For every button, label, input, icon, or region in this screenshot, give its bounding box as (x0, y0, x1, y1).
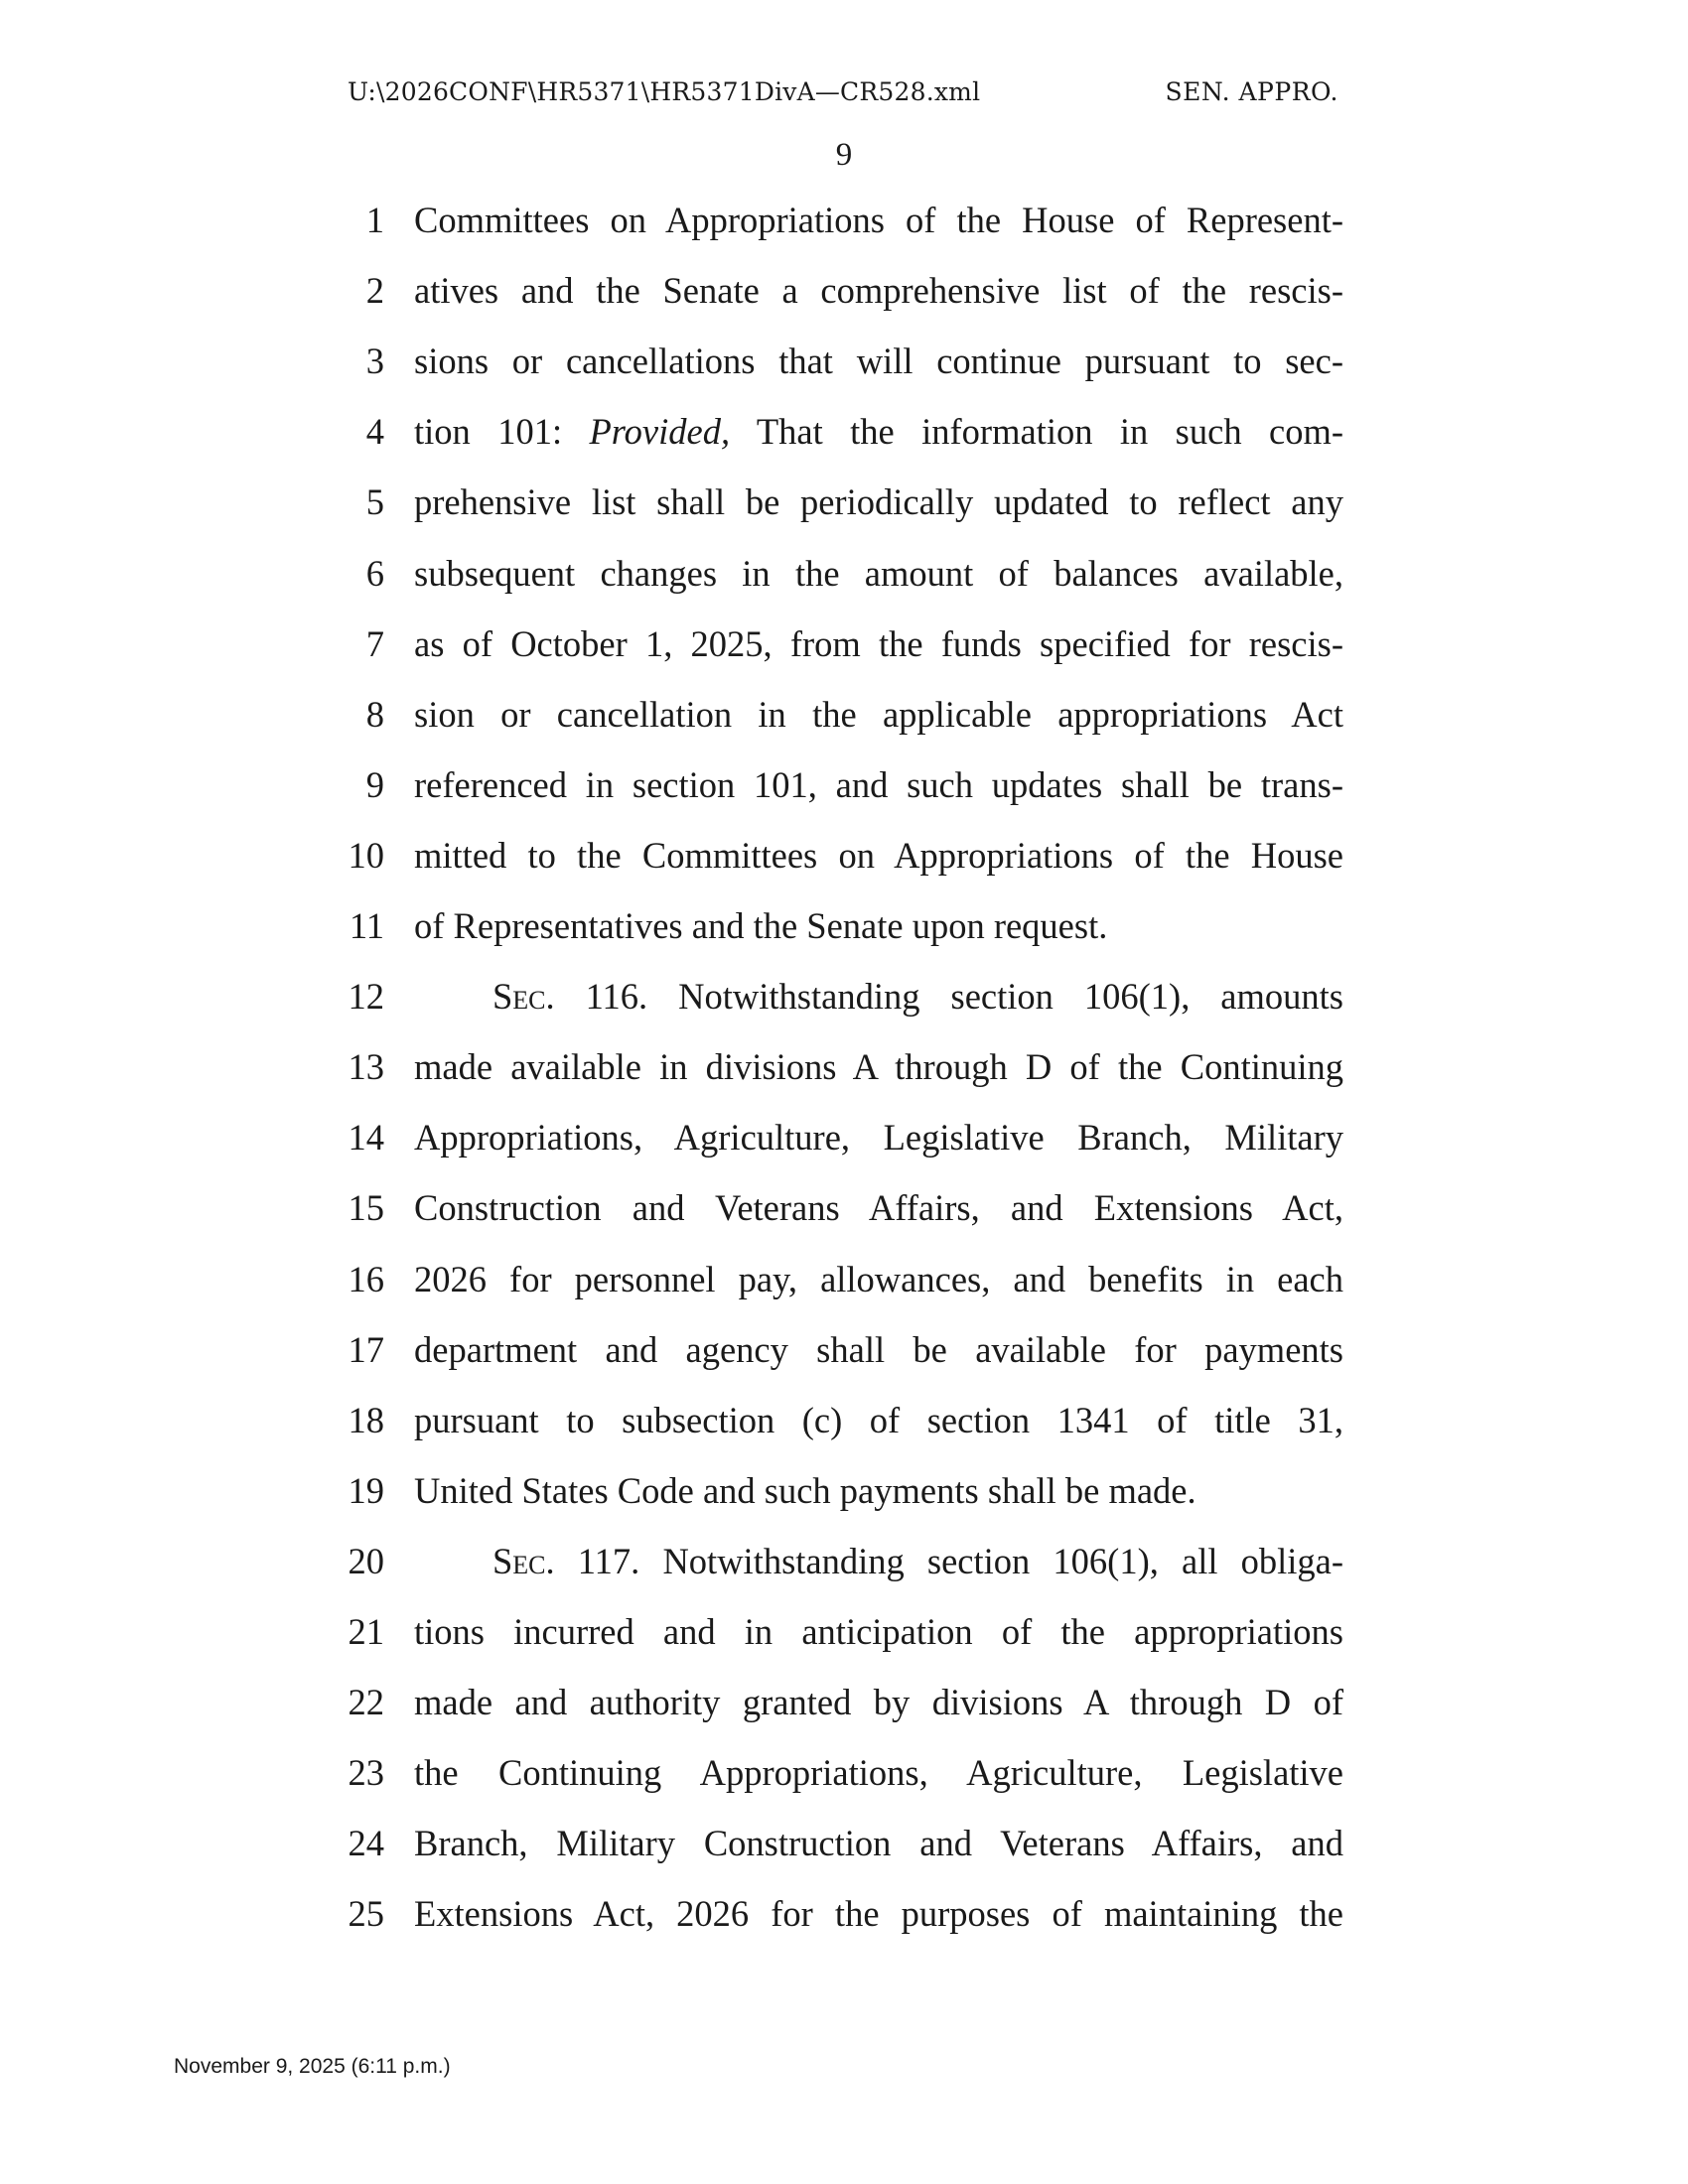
line-text: the Continuing Appropriations, Agriculture, Legislative (414, 1752, 1343, 1794)
section-text: 117. Notwithstanding section 106(1), all obliga- (554, 1540, 1343, 1581)
line-number: 2 (365, 270, 384, 312)
document-line (0, 477, 1688, 528)
line-text: referenced in section 101, and such updates shall be trans- (414, 763, 1343, 805)
line-number: 3 (365, 341, 384, 382)
line-text: Branch, Military Construction and Veterans Affairs, and (414, 1823, 1343, 1864)
document-line (0, 830, 1688, 882)
line-text: Extensions Act, 2026 for the purposes of maintaining the (414, 1893, 1343, 1935)
line-number: 8 (365, 693, 384, 735)
document-line (0, 689, 1688, 741)
document-line (0, 1747, 1688, 1799)
provided-italic: Provided, (589, 411, 731, 453)
line-number: 13 (348, 1046, 384, 1088)
document-line (0, 1395, 1688, 1446)
section-text: 116. Notwithstanding section 106(1), amounts (554, 976, 1343, 1018)
line-text: as of October 1, 2025, from the funds specified for rescis- (414, 622, 1343, 664)
document-line (0, 759, 1688, 811)
line-number: 22 (348, 1682, 384, 1723)
document-line (0, 265, 1688, 317)
committee-header: SEN. APPRO. (1165, 77, 1338, 106)
line-number: 20 (348, 1540, 384, 1581)
line-number: 4 (365, 411, 384, 453)
line-number: 16 (348, 1258, 384, 1299)
line-number: 21 (348, 1611, 384, 1652)
line-number: 14 (348, 1117, 384, 1159)
document-line (0, 1182, 1688, 1234)
document-line (0, 336, 1688, 387)
document-line (0, 971, 1688, 1023)
file-path-header: U:\2026CONF\HR5371\HR5371DivA—CR528.xml (348, 77, 981, 106)
line-text: United States Code and such payments shall be made. (414, 1469, 1196, 1511)
document-line (0, 1677, 1688, 1728)
line-number: 18 (348, 1399, 384, 1440)
line-text: made available in divisions A through D of the Continuing (414, 1046, 1343, 1088)
document-line (0, 1465, 1688, 1517)
line-text (414, 406, 1343, 458)
line-text: atives and the Senate a comprehensive list of the rescis- (414, 270, 1343, 312)
line-number: 23 (348, 1752, 384, 1794)
line-number: 17 (348, 1328, 384, 1370)
document-line (0, 548, 1688, 600)
document-line (0, 1324, 1688, 1376)
line-text: tions incurred and in anticipation of the appropriations (414, 1611, 1343, 1652)
line-text (492, 1536, 1343, 1587)
line-text: prehensive list shall be periodically updated to reflect any (414, 481, 1343, 523)
line-text: 2026 for personnel pay, allowances, and benefits in each (414, 1258, 1343, 1299)
document-line (0, 900, 1688, 952)
section-label: Sec. (492, 976, 555, 1018)
line-text: pursuant to subsection (c) of section 1341 of title 31, (414, 1399, 1343, 1440)
document-line (0, 1606, 1688, 1658)
line-number: 1 (365, 200, 384, 240)
document-line (0, 406, 1688, 458)
line-text: sion or cancellation in the applicable appropriations Act (414, 693, 1343, 735)
document-line (0, 1254, 1688, 1305)
line-text: sions or cancellations that will continue pursuant to sec- (414, 341, 1343, 382)
line-text: Construction and Veterans Affairs, and Extensions Act, (414, 1187, 1343, 1229)
line-text (492, 971, 1343, 1023)
document-line (0, 1888, 1688, 1940)
line-text: Appropriations, Agriculture, Legislative Branch, Military (414, 1117, 1343, 1159)
page-number: 9 (835, 137, 853, 173)
line-text: mitted to the Committees on Appropriations of the House (414, 834, 1343, 876)
line-text: department and agency shall be available for payments (414, 1328, 1343, 1370)
line-text-post: That the information in such com- (730, 411, 1343, 453)
line-number: 24 (348, 1823, 384, 1864)
line-number: 7 (365, 622, 384, 664)
line-number: 15 (348, 1187, 384, 1229)
footer-timestamp: November 9, 2025 (6:11 p.m.) (174, 2055, 451, 2078)
line-number: 19 (348, 1469, 384, 1511)
line-text: subsequent changes in the amount of balances available, (414, 552, 1343, 594)
document-line (0, 618, 1688, 670)
line-number: 9 (365, 763, 384, 805)
line-text: of Representatives and the Senate upon request. (414, 905, 1108, 946)
document-line (0, 195, 1688, 246)
line-number: 10 (348, 834, 384, 876)
line-text-pre: tion 101: (414, 411, 590, 453)
line-number: 25 (348, 1893, 384, 1935)
line-text: made and authority granted by divisions A through D of (414, 1682, 1343, 1723)
line-text: Committees on Appropriations of the House of Represent- (414, 200, 1343, 240)
document-line (0, 1536, 1688, 1587)
line-number: 11 (349, 905, 384, 946)
line-number: 12 (348, 976, 384, 1018)
line-number: 5 (365, 481, 384, 523)
line-number: 6 (365, 552, 384, 594)
document-line (0, 1818, 1688, 1869)
section-label: Sec. (492, 1540, 555, 1581)
document-line (0, 1112, 1688, 1163)
document-line (0, 1041, 1688, 1093)
